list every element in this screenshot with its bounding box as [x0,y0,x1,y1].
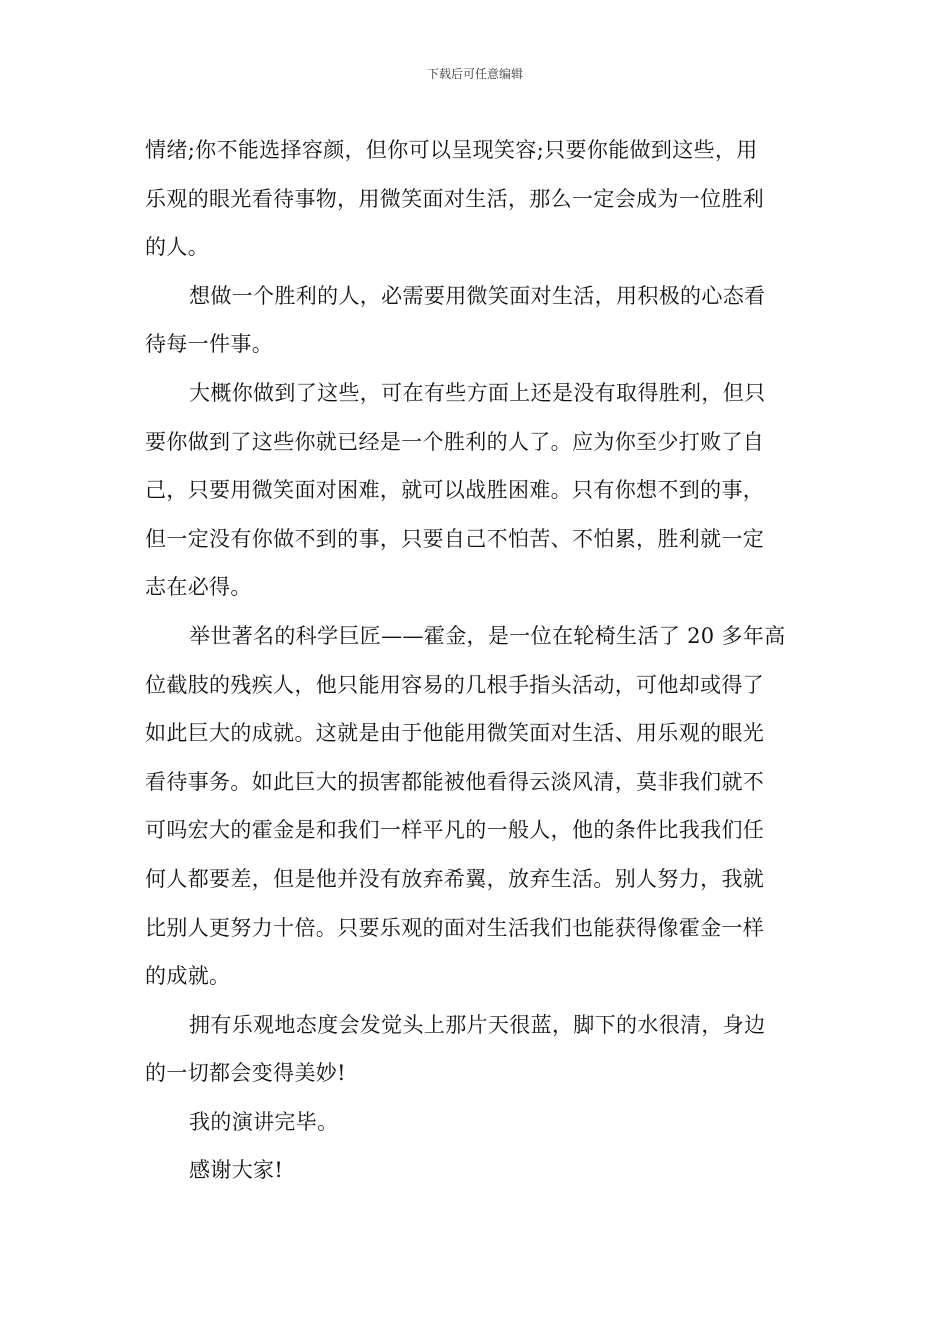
text-line: 大概你做到了这些，可在有些方面上还是没有取得胜利，但只 [189,380,766,405]
text-line: 的一切都会变得美妙! [145,1061,346,1086]
text-line: 想做一个胜利的人，必需要用微笑面对生活，用积极的心态看 [189,283,766,308]
text-line: 但一定没有你做不到的事，只要自己不怕苦、不怕累，胜利就一定 [145,526,765,551]
text-line: 乐观的眼光看待事物，用微笑面对生活，那么一定会成为一位胜利 [145,186,765,211]
document-body [145,126,805,1195]
text-line: 待每一件事。 [145,332,274,357]
page-header: 下载后可任意编辑 [426,67,523,81]
text-line: 的成就。 [145,964,231,989]
text-line: 己，只要用微笑面对困难，就可以战胜困难。只有你想不到的事， [145,478,765,503]
text-line: 看待事务。如此巨大的损害都能被他看得云淡风清，莫非我们就不 [145,769,765,794]
text-line: 如此巨大的成就。这就是由于他能用微笑面对生活、用乐观的眼光 [145,721,765,746]
text-line: 感谢大家! [189,1158,284,1183]
text-line: 举世著名的科学巨匠——霍金，是一位在轮椅生活了 20 多年高 [189,623,786,648]
text-line: 的人。 [145,235,210,260]
text-line: 情绪;你不能选择容颜，但你可以呈现笑容;只要你能做到这些，用 [145,138,758,162]
text-line: 拥有乐观地态度会发觉头上那片天很蓝，脚下的水很清，身边 [189,1012,766,1037]
text-line: 比别人更努力十倍。只要乐观的面对生活我们也能获得像霍金一样 [145,915,765,940]
text-line: 何人都要差，但是他并没有放弃希翼，放弃生活。别人努力，我就 [145,866,765,891]
text-line: 要你做到了这些你就已经是一个胜利的人了。应为你至少打败了自 [145,429,765,454]
text-line: 位截肢的残疾人，他只能用容易的几根手指头活动，可他却或得了 [145,672,765,697]
text-line: 我的演讲完毕。 [189,1109,339,1134]
text-line: 可吗宏大的霍金是和我们一样平凡的一般人，他的条件比我我们任 [145,818,765,843]
text-line: 志在必得。 [145,575,252,600]
